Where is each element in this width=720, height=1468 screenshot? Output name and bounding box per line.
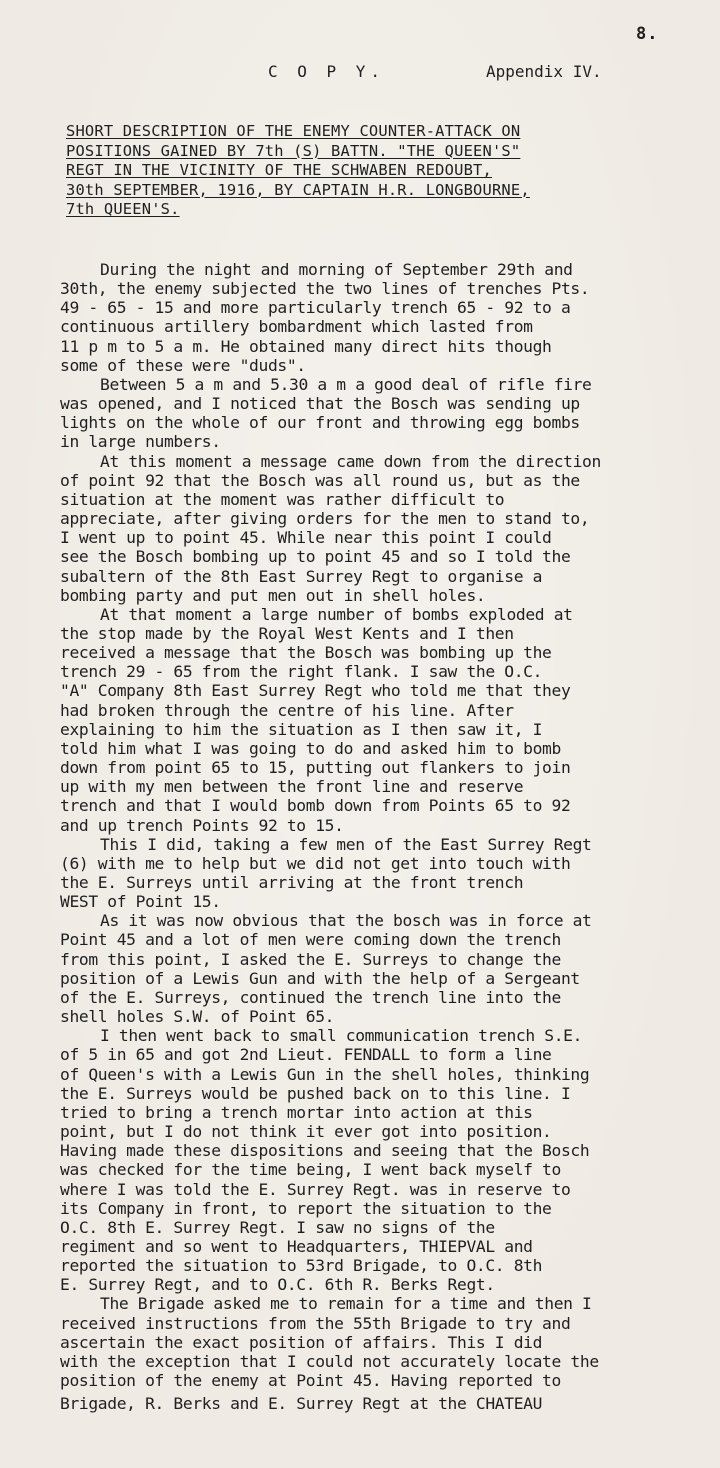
body-line: "A" Company 8th East Surrey Regt who told me that they [60,681,571,701]
body-line: reported the situation to 53rd Brigade, to O.C. 8th [60,1256,543,1276]
body-line: At this moment a message came down from the direction [100,451,601,471]
body-line: its Company in front, to report the situation to the [60,1198,552,1218]
body-line: received a message that the Bosch was bombing up the [60,643,552,663]
body-line: WEST of Point 15. [60,892,221,912]
title-line: SHORT DESCRIPTION OF THE ENEMY COUNTER-ATTACK ON [66,122,521,140]
page-number: 8. [636,24,659,44]
body-line: During the night and morning of September 29th and [100,260,573,279]
body-line: Brigade, R. Berks and E. Surrey Regt at the CHATEAU [60,1394,543,1414]
body-line: explaining to him the situation as I then saw it, I [60,719,543,739]
body-line: with the exception that I could not accurately locate the [60,1351,599,1371]
body-line: of 5 in 65 and got 2nd Lieut. FENDALL to form a line [60,1045,552,1065]
body-line: was checked for the time being, I went back myself to [60,1160,561,1180]
body-line: trench 29 - 65 from the right flank. I saw the O.C. [60,662,543,682]
body-line: regiment and so went to Headquarters, THIEPVAL and [60,1236,533,1256]
body-line: point, but I do not think it ever got into position. [60,1122,552,1142]
body-line: and up trench Points 92 to 15. [60,815,344,835]
body-line: 11 p m to 5 a m. He obtained many direct hits though [60,336,552,356]
body-line: appreciate, after giving orders for the men to stand to, [60,509,590,529]
body-line: position of the enemy at Point 45. Having reported to [60,1371,561,1391]
body-line: situation at the moment was rather difficult to [60,489,505,509]
body-line: see the Bosch bombing up to point 45 and so I told the [60,547,571,567]
body-line: down from point 65 to 15, putting out flankers to join [60,758,571,778]
body-line: had broken through the centre of his line. After [60,700,514,720]
body-line: Point 45 and a lot of men were coming down the trench [60,930,561,950]
body-line: This I did, taking a few men of the East Surrey Regt [100,834,592,854]
body-line: I went up to point 45. While near this point I could [60,528,552,548]
body-line: of Queen's with a Lewis Gun in the shell holes, thinking [60,1064,590,1084]
body-line: trench and that I would bomb down from Points 65 to 92 [60,796,571,816]
body-line: ascertain the exact position of affairs. This I did [60,1332,543,1352]
document-title [66,122,706,220]
body-line: Having made these dispositions and seeing that the Bosch [60,1141,590,1161]
title-line: REGT IN THE VICINITY OF THE SCHWABEN REDOUBT, [66,161,492,179]
body-line: told him what I was going to do and asked him to bomb [60,738,561,758]
document-body [60,260,720,1413]
body-line: of point 92 that the Bosch was all round us, but as the [60,470,580,490]
title-line: POSITIONS GAINED BY 7th (S) BATTN. "THE QUEEN'S" [66,141,521,160]
body-line: At that moment a large number of bombs exploded at [100,604,573,624]
body-line: E. Surrey Regt, and to O.C. 6th R. Berks Regt. [60,1275,495,1295]
body-line: (6) with me to help but we did not get into touch with [60,853,571,873]
body-line: bombing party and put men out in shell holes. [60,585,486,605]
copy-label: C O P Y. [268,62,386,81]
appendix-label: Appendix IV. [486,62,602,81]
body-line: was opened, and I noticed that the Bosch was sending up [60,394,580,414]
body-line: received instructions from the 55th Brigade to try and [60,1313,571,1333]
body-line: subaltern of the 8th East Surrey Regt to organise a [60,566,543,586]
body-line: up with my men between the front line and reserve [60,777,524,797]
body-line: 30th, the enemy subjected the two lines of trenches Pts. [60,279,590,299]
body-line: The Brigade asked me to remain for a time and then I [100,1294,592,1314]
body-line: of the E. Surreys, continued the trench line into the [60,987,561,1007]
body-line: position of a Lewis Gun and with the help of a Sergeant [60,968,580,988]
body-line: from this point, I asked the E. Surreys to change the [60,949,561,969]
body-line: As it was now obvious that the bosch was in force at [100,911,592,931]
body-line: where I was told the E. Surrey Regt. was in reserve to [60,1179,571,1199]
title-line: 30th SEPTEMBER, 1916, BY CAPTAIN H.R. LONGBOURNE, [66,180,530,199]
body-line: shell holes S.W. of Point 65. [60,1007,335,1027]
title-line: 7th QUEEN'S. [66,200,180,218]
body-line: tried to bring a trench mortar into action at this [60,1102,533,1122]
body-line: the stop made by the Royal West Kents and I then [60,623,514,643]
body-line: continuous artillery bombardment which lasted from [60,317,533,337]
body-line: the E. Surreys until arriving at the front trench [60,873,524,892]
body-line: some of these were "duds". [60,355,306,375]
body-line: lights on the whole of our front and throwing egg bombs [60,413,580,433]
body-line: 49 - 65 - 15 and more particularly trench 65 - 92 to a [60,298,571,318]
body-line: the E. Surreys would be pushed back on to this line. I [60,1083,571,1103]
body-line: in large numbers. [60,432,221,452]
body-line: O.C. 8th E. Surrey Regt. I saw no signs of the [60,1217,495,1237]
body-line: I then went back to small communication trench S.E. [100,1026,583,1046]
body-line: Between 5 a m and 5.30 a m a good deal of rifle fire [100,374,592,394]
